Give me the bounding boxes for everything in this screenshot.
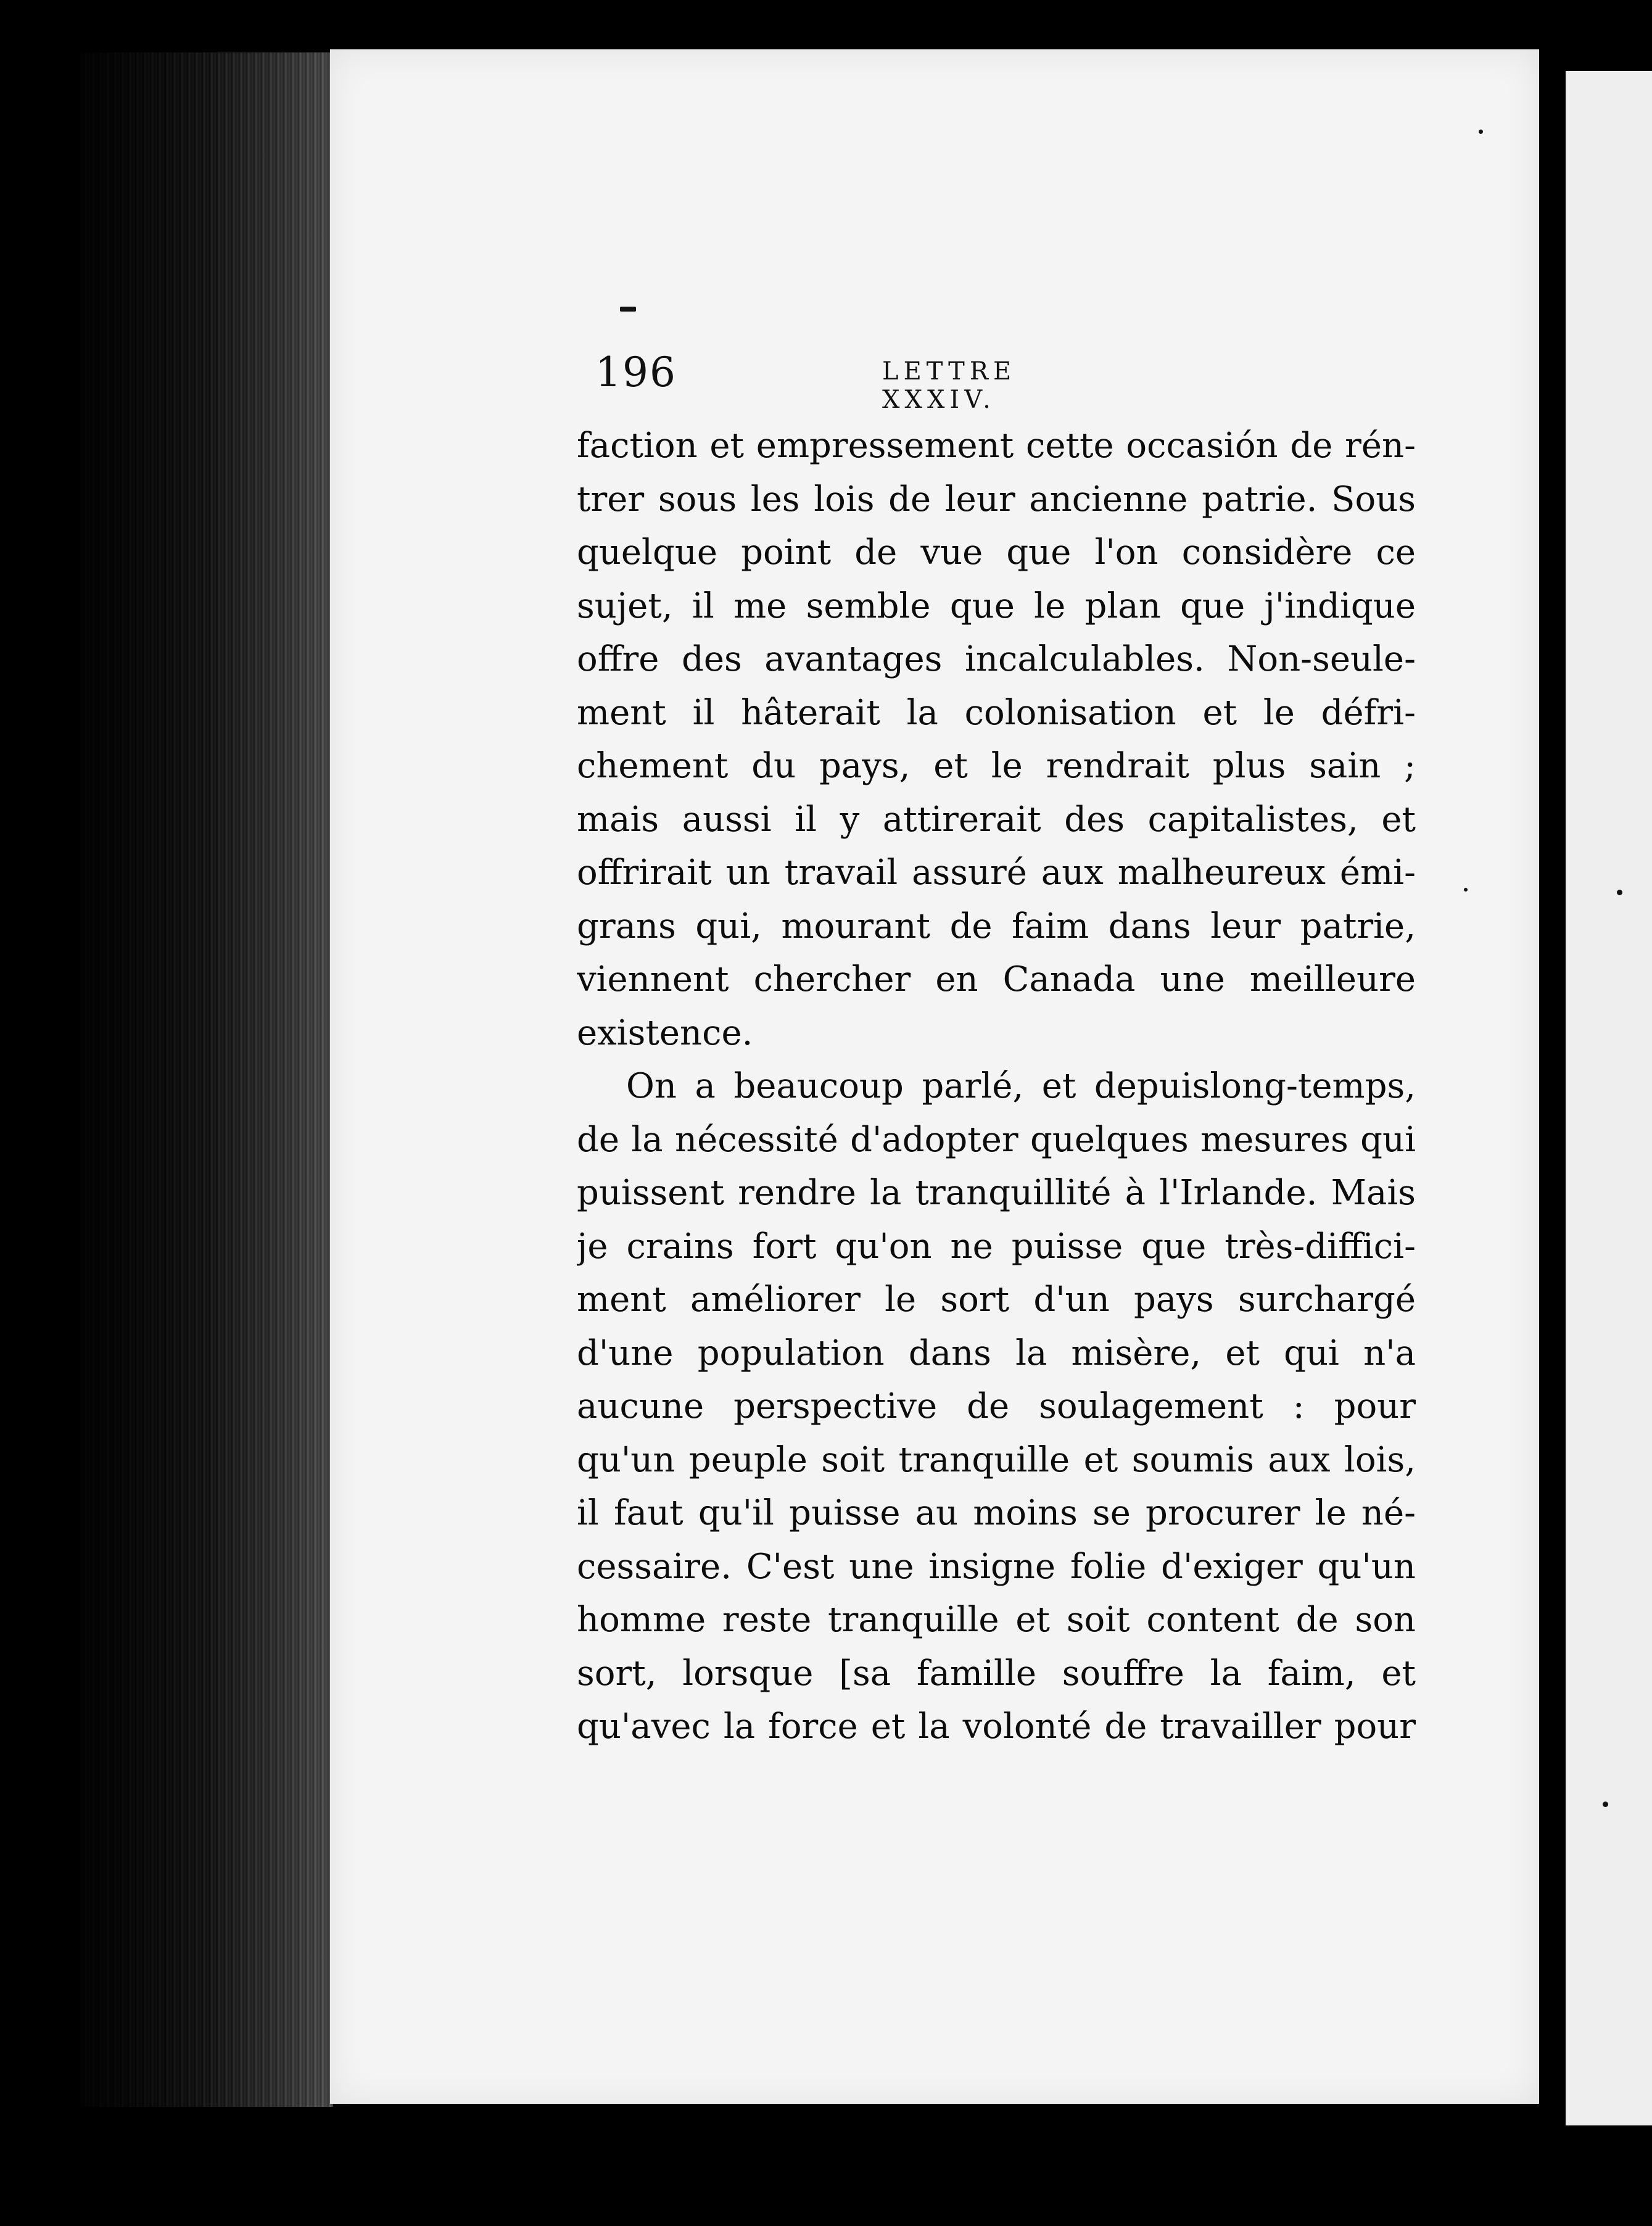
text-line: viennent chercher en Canada une meilleure (577, 959, 1416, 999)
text-line: aucune perspective de soulagement : pour (577, 1386, 1416, 1426)
ink-speck (620, 307, 636, 312)
text-line: mais aussi il y attirerait des capitalistes, et (577, 799, 1416, 840)
text-line: sort, lorsque [sa famille souffre la faim, et (577, 1653, 1416, 1694)
running-head (595, 349, 1135, 414)
text-line: ment améliorer le sort d'un pays surchargé (577, 1280, 1416, 1320)
text-line: trer sous les lois de leur ancienne patrie. Sous (577, 479, 1416, 519)
page-number: 196 (595, 349, 677, 396)
ink-speck (1617, 890, 1622, 895)
text-line: faction et empressement cette occasión de rén- (577, 426, 1416, 466)
text-line: homme reste tranquille et soit content de son (577, 1600, 1416, 1640)
text-line: quelque point de vue que l'on considère ce (577, 532, 1416, 573)
text-line: existence. (577, 1012, 753, 1053)
text-line: puissent rendre la tranquillité à l'Irlande. Mais (577, 1173, 1416, 1213)
ink-speck (1464, 888, 1468, 892)
text-line: ment il hâterait la colonisation et le défri- (577, 692, 1416, 733)
running-head-title: LETTRE XXXIV. (882, 357, 1017, 414)
paragraph-1 (577, 420, 1416, 1060)
text-line: il faut qu'il puisse au moins se procurer le né- (577, 1493, 1416, 1533)
text-line: chement du pays, et le rendrait plus sain ; (577, 746, 1416, 786)
text-line: cessaire. C'est une insigne folie d'exiger qu'un (577, 1546, 1416, 1587)
text-line: On a beaucoup parlé, et depuislong-temps, (626, 1066, 1416, 1106)
adjacent-page-edge (1566, 71, 1652, 2125)
text-line: sujet, il me semble que le plan que j'indique (577, 585, 1416, 626)
text-line: grans qui, mourant de faim dans leur patrie, (577, 906, 1416, 946)
ink-speck (1479, 130, 1483, 134)
text-line: offre des avantages incalculables. Non-seule- (577, 639, 1416, 679)
text-line: qu'avec la force et la volonté de travailler pour (577, 1707, 1416, 1747)
text-line: de la nécessité d'adopter quelques mesures qui (577, 1119, 1416, 1160)
body-text (577, 420, 1416, 1754)
text-line: d'une population dans la misère, et qui n'a (577, 1333, 1416, 1373)
paragraph-2 (577, 1060, 1416, 1754)
text-line: offrirait un travail assuré aux malheureux émi- (577, 853, 1416, 893)
ink-speck (1603, 1802, 1608, 1807)
text-line: qu'un peuple soit tranquille et soumis aux lois, (577, 1439, 1416, 1480)
book-page-edges (80, 52, 333, 2107)
text-line: je crains fort qu'on ne puisse que très-diffici- (577, 1226, 1416, 1267)
